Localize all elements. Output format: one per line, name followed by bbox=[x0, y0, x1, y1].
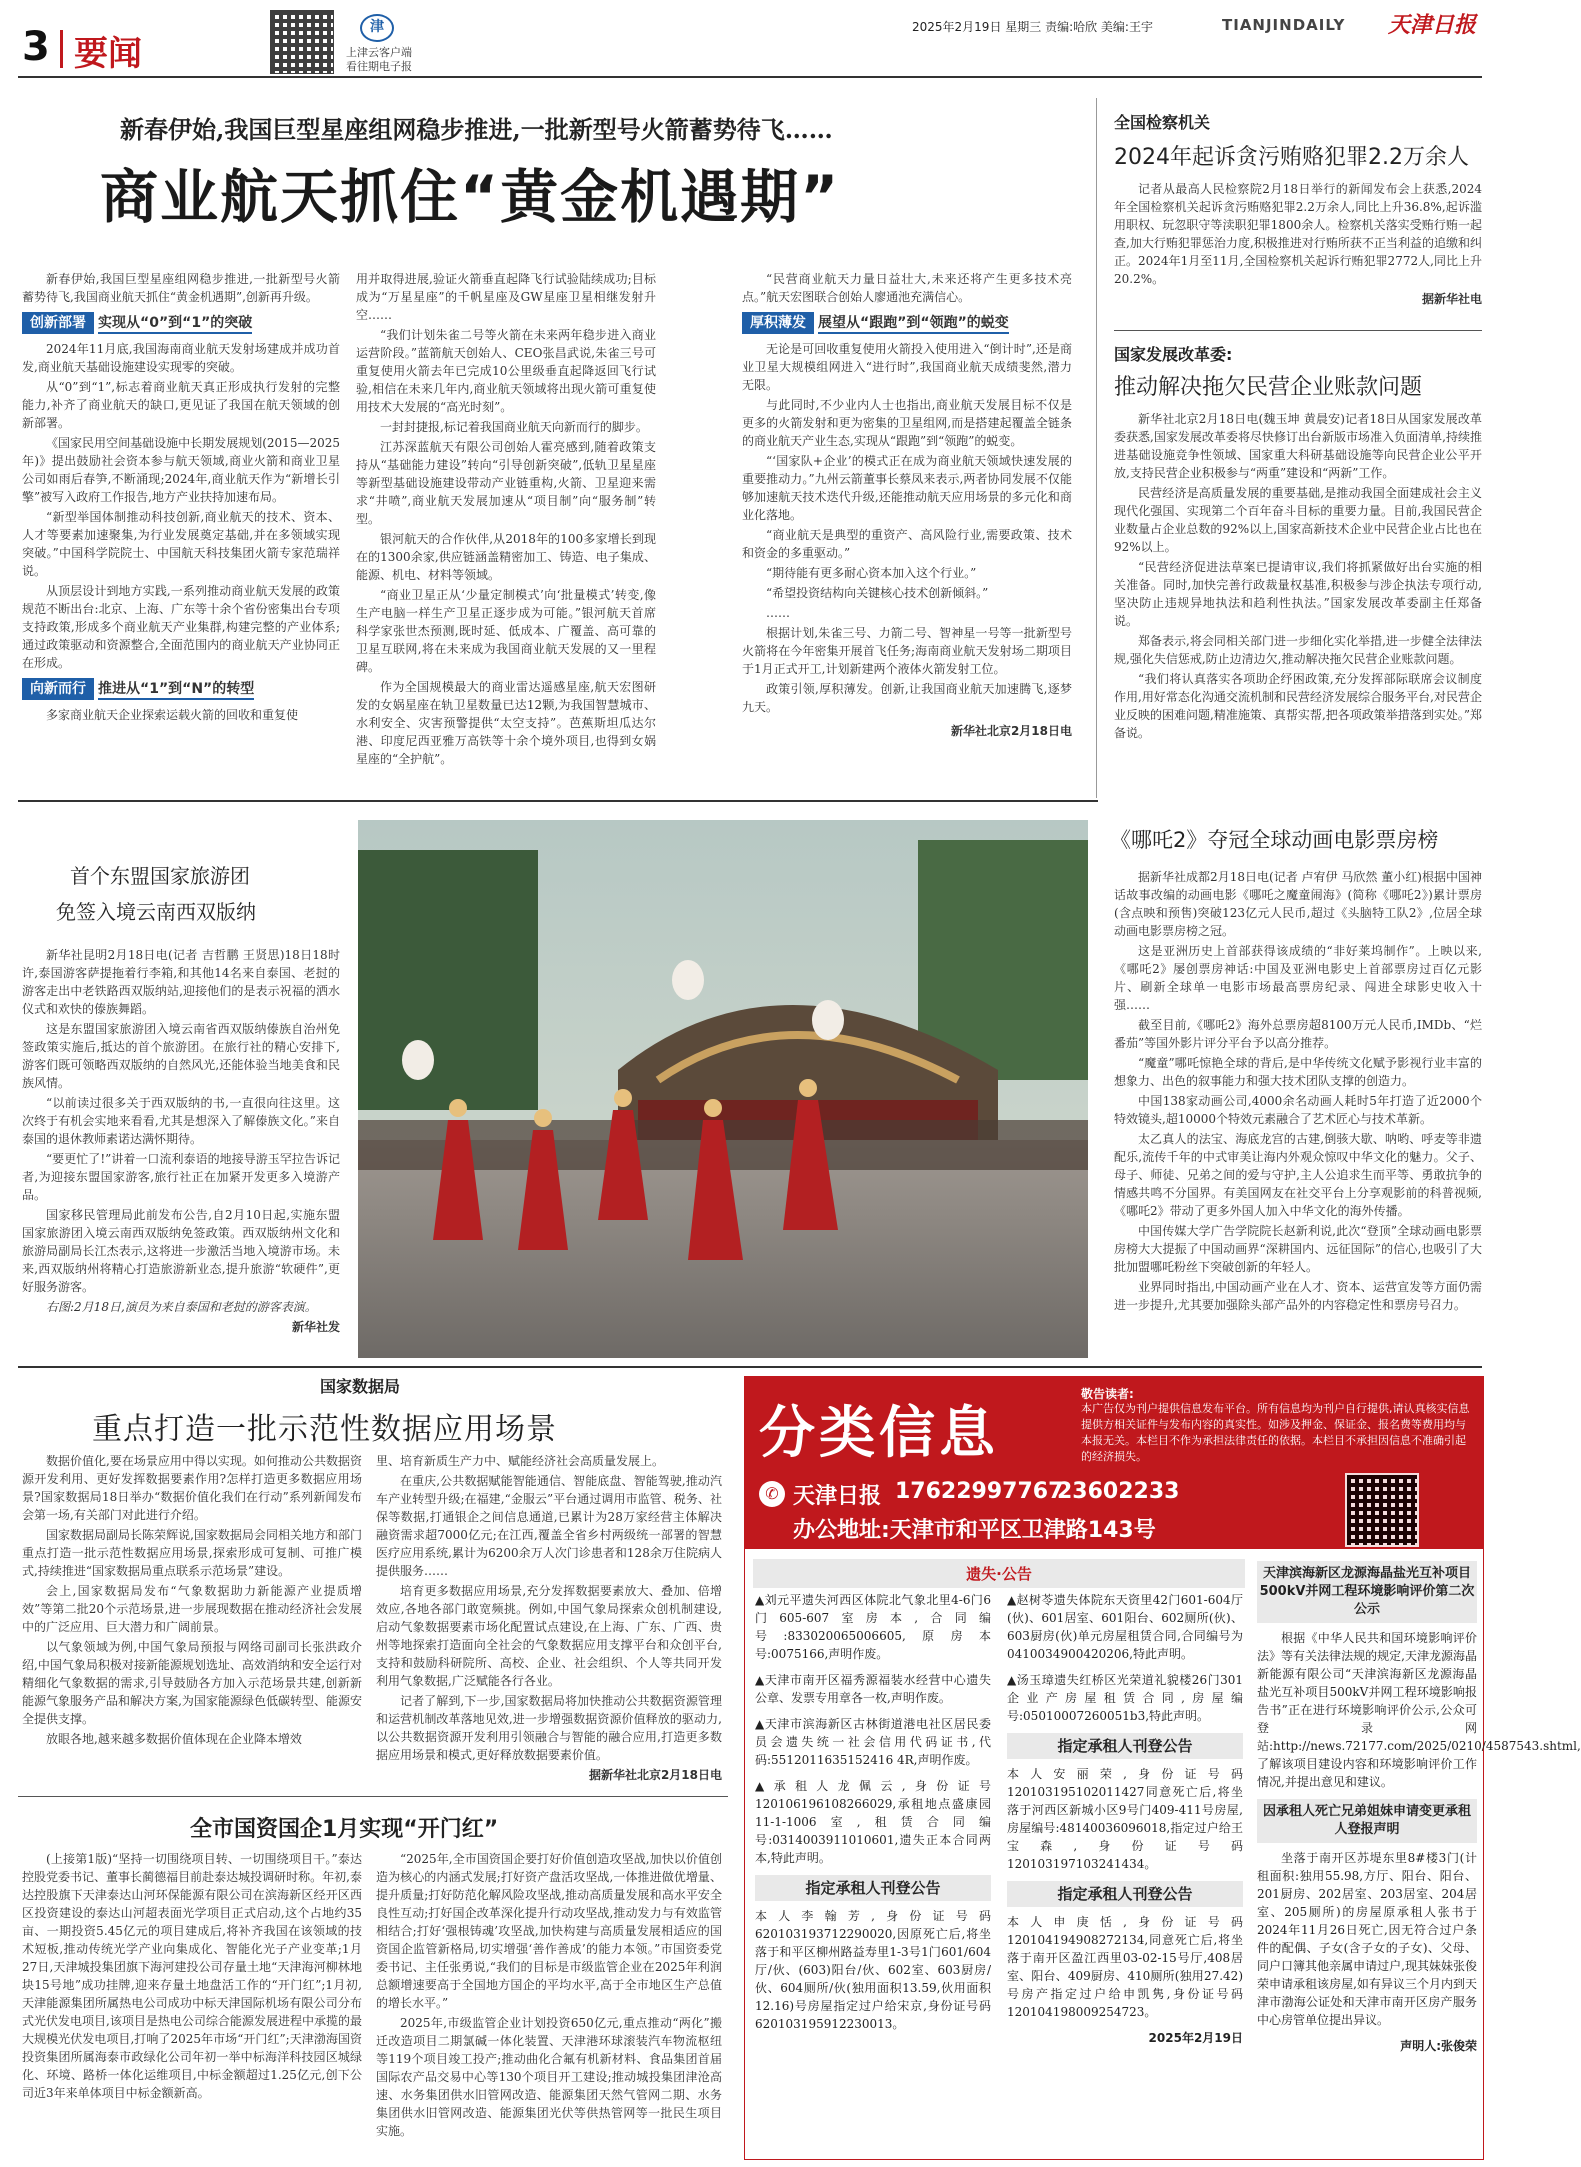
lost-item: ▲天津市滨海新区古林街道港电社区居民委员会遗失统一社会信用代码证书,代码:5512011635152416 4R,声明作废。 bbox=[755, 1717, 991, 1767]
lessee-notice: 本人安丽荣,身份证号码120103195102011427同意死亡后,将坐落于河西区新城小区9号门409-411号房屋,房屋编号:48140036096018,指定过户给王宝森,身份证号码120103197103241434。 bbox=[1007, 1767, 1243, 1871]
heir-notice-body: 坐落于南开区苏堤东里8#楼3门(计租面积:独用55.98,方厅、阳台、阳台、201厨房、202居室、203居室、204居室、205厕所)的房屋原承租人张书于2024年11月26日死亡,因无符合过户条件的配偶、子女(含子女的子女)、父母、同户口簿其他亲属申请过户,现其妹妹张俊荣申请承租该房屋,如有异议三个月内到天津市渤海公证处和天津市南开区房产服务中心房管单位提出异议。 bbox=[1257, 1851, 1477, 2027]
data-story-paragraph: 国家数据局副局长陈荣辉说,国家数据局会同相关地方和部门重点打造一批示范性数据应用场景,探索形成可复制、可推广模式,持续推进“国家数据局重点联系示范场景”建设。 bbox=[22, 1528, 362, 1578]
right3-body bbox=[1114, 868, 1482, 1316]
section-rule bbox=[18, 1796, 728, 1797]
subhead-1 bbox=[22, 312, 340, 334]
notice-body: 本广告仅为刊户提供信息发布平台。所有信息均为刊户自行提供,请认真核实信息提供方相关证件与发布内容的真实性。如涉及押金、保证金、报名费等费用均与本报无关。本栏目不作为承担法律责任的依据。本栏目不承担因信息不准确引起的经济损失。 bbox=[1081, 1402, 1470, 1463]
lead-paragraph: 无论是可回收重复使用火箭投入使用进入“倒计时”,还是商业卫星大规模组网进入“进行时”,我国商业航天成绩斐然,潜力无限。 bbox=[742, 342, 1072, 392]
data-story-paragraph: 放眼各地,越来越多数据价值体现在企业降本增效 bbox=[46, 1732, 302, 1746]
subhead-2 bbox=[22, 678, 340, 700]
right3-title: 《哪吒2》夺冠全球动画电影票房榜 bbox=[1110, 828, 1439, 852]
notice-heading: 敬告读者: bbox=[1081, 1387, 1134, 1401]
data-story-paragraph: 在重庆,公共数据赋能智能通信、智能底盘、智能驾驶,推动汽车产业转型升级;在福建,“金服云”平台通过调用市监管、税务、社保等数据,打通银企之间信息通道,已累计为28万家经营主体解决融资需求超7000亿元;在江西,覆盖全省乡村两级统一部署的智慧医疗应用系统,累计为6200余万人次门诊患者和128余万住院病人提供服务…… bbox=[376, 1474, 722, 1578]
lead-paragraph: 用并取得进展,验证火箭垂直起降飞行试验陆续成功;目标成为“万星星座”的千帆星座及GW星座卫星相继发射升空…… bbox=[356, 272, 656, 322]
lessee-notice: 本人李翰芳,身份证号码620103193712290020,因原死亡后,将坐落于和平区柳州路益寿里1-3号1门601/604厅/伙、(603)阳台/伙、602室、603厨房/伙、604厕所/伙(独用面积13.59,伙用面积12.16)号房屋指定过户给宋京,身份证号码620103195912230013。 bbox=[755, 1909, 991, 2031]
data-story-dateline: 据新华社北京2月18日电 bbox=[588, 1768, 722, 1782]
lost-item: ▲刘元平遗失河西区体院北气象北里4-6门6门605-607室房本,合同编号:833020065006605,原房本号:0075166,声明作废。 bbox=[755, 1593, 991, 1661]
lead-paragraph: 一封封捷报,标记着我国商业航天向新而行的脚步。 bbox=[380, 420, 648, 434]
env-notice-title: 天津滨海新区龙源海晶盐光互补项目500kV并网工程环境影响评价第二次公示 bbox=[1257, 1561, 1477, 1623]
logo-cn: 天津日报 bbox=[1388, 12, 1477, 38]
lost-item: ▲承租人龙佩云,身份证号120106196108266029,承租地点盛康园11-1-1006室,租赁合同编号:0314003911010601,遗失正本合同两本,特此声明。 bbox=[755, 1779, 991, 1865]
lead-paragraph: 从“0”到“1”,标志着商业航天真正形成执行发射的完整能力,补齐了商业航天的缺口,更见证了我国在航天领域的创新部署。 bbox=[22, 380, 340, 430]
subhead-title: 推进从“1”到“N”的转型 bbox=[98, 680, 254, 700]
right3-paragraph: 中国138家动画公司,4000余名动画人耗时5年打造了近2000个特效镜头,超10000个特效元素融合了艺术匠心与技术革新。 bbox=[1114, 1094, 1482, 1126]
photo-story-paragraph: 国家移民管理局此前发布公告,自2月10日起,实施东盟国家旅游团入境云南西双版纳免签政策。西双版纳州文化和旅游局副局长江杰表示,这将进一步激活当地入境游市场。未来,西双版纳州将精心打造旅游新业态,提升旅游“软硬件”,更好服务游客。 bbox=[22, 1208, 340, 1294]
photo-caption: 右图:2月18日,演员为来自泰国和老挝的游客表演。 bbox=[46, 1300, 317, 1314]
news-photo bbox=[358, 820, 1088, 1358]
right2-paragraph: “我们将认真落实各项助企纾困政策,充分发挥部际联席会议制度作用,用好常态化沟通交流机制和民营经济发展综合服务平台,对民营企业反映的困难问题,精准施策、真帮实帮,把各项政策举措落到实处。”郑备说。 bbox=[1114, 672, 1482, 740]
right1-paragraph: 记者从最高人民检察院2月18日举行的新闻发布会上获悉,2024年全国检察机关起诉贪污贿赂犯罪2.2万余人,同比上升36.8%,起诉滥用职权、玩忽职守等渎职犯罪1800余人。检察机关落实受贿行贿一起查,加大行贿犯罪惩治力度,积极推进对行贿所获不正当利益的追缴和纠正。2024年1月至11月,全国检察机关起诉行贿犯罪2772人,同比上升20.2%。 bbox=[1114, 182, 1482, 286]
right2-title: 推动解决拖欠民营企业账款问题 bbox=[1114, 375, 1423, 400]
lost-item: ▲天津市南开区福秀源福装水经营中心遗失公章、发票专用章各一枚,声明作废。 bbox=[755, 1673, 991, 1705]
subhead-title: 展望从“跟跑”到“领跑”的蜕变 bbox=[818, 314, 1009, 334]
photo-story-body bbox=[22, 946, 340, 1336]
lead-paragraph: 多家商业航天企业探索运载火箭的回收和重复使 bbox=[46, 708, 299, 722]
page-number: 3 bbox=[22, 24, 50, 70]
soe-story-paragraph: (上接第1版)“坚持一切围绕项目转、一切围绕项目干。”泰达控股党委书记、董事长蔺德福目前赴泰达城投调研时称。年初,泰达控股旗下天津泰达山河环保能源有限公司在滨海新区经开区西区投资建设的泰达山河超表面光学项目正式启动,这个占地约35亩、一期投资5.45亿元的项目建成后,将补齐我国在该领域的技术短板,推动传统光学产业向集成化、智能化光子产业变革;1月27日,天津城投集团旗下海河建投公司存量土地“天津海河柳林地块15号地”成功挂牌,迎来存量土地盘活工作的“开门红”;1月初,天津能源集团所属热电公司成功中标天津国际机场有限公司分布式光伏发电项目,该项目是热电公司综合能源发展进程中承揽的最大规模光伏发电项目,打响了2025年市场“开门红”;天津渤海国资投资集团所属海泰市政绿化公司年初一举中标海洋科技园区城绿化、环境、路桥一体化运维项目,中标金额超过1.25亿元,创下公司近3年来单体项目中标金额新高。 bbox=[22, 1852, 362, 2100]
lead-paragraph: “商业卫星正从‘少量定制模式’向‘批量模式’转变,像生产电脑一样生产卫星正逐步成为可能。”银河航天首席科学家张世杰预测,既时延、低成本、广覆盖、高可靠的卫星互联网,将在未来成为我国商业航天发展的又一里程碑。 bbox=[356, 588, 656, 674]
lead-paragraph: …… bbox=[766, 606, 790, 620]
lost-item: ▲汤玉璋遗失红桥区光荣道礼貌楼26门301企业产房屋租赁合同,房屋编号:05010007260051b3,特此声明。 bbox=[1007, 1673, 1243, 1723]
section-rule bbox=[18, 800, 1098, 802]
subhead-tag: 创新部署 bbox=[22, 312, 94, 334]
lead-paragraph: 与此同时,不少业内人士也指出,商业航天发展目标不仅是更多的火箭发射和更为密集的卫星组网,而是搭建起覆盖全链条的商业航天产业生态,实现从“跟跑”到“领跑”的蜕变。 bbox=[742, 398, 1072, 448]
photo-credit: 新华社发 bbox=[291, 1320, 340, 1334]
lead-column-2 bbox=[356, 270, 656, 770]
subhead-title: 实现从“0”到“1”的突破 bbox=[98, 314, 252, 334]
section-rule bbox=[18, 1366, 1482, 1368]
soe-story-column-1 bbox=[22, 1850, 362, 2104]
lessee-heading: 指定承租人刊登公告 bbox=[1007, 1881, 1243, 1907]
classifieds-qr-code[interactable] bbox=[1345, 1473, 1419, 1547]
data-story-paragraph: 以气象领域为例,中国气象局预报与网络司副司长张洪政介绍,中国气象局积极对接新能源规划选址、高效消纳和安全运行对精细化气象数据的需求,引导鼓励各方加入示范场景共建,创新新能源气象服务产品和解决方案,为国家能源绿色低碳转型、能源安全提供支撑。 bbox=[22, 1640, 362, 1726]
section-name: 要闻 bbox=[74, 34, 142, 74]
phone-number-2[interactable]: 23602233 bbox=[1057, 1479, 1180, 1504]
lessee-heading: 指定承租人刊登公告 bbox=[755, 1875, 991, 1901]
page-number-divider bbox=[60, 30, 63, 68]
dancers-photo-illustration bbox=[358, 820, 1088, 1358]
phone-number-1[interactable]: 17622997767 bbox=[895, 1479, 1064, 1504]
header-rule bbox=[18, 76, 1482, 78]
right2-paragraph: 民营经济是高质量发展的重要基础,是推动我国全面建成社会主义现代化强国、实现第二个百年奋斗目标的重要力量。目前,我国民营企业数量占企业总数的92%以上,国家高新技术企业中民营企业占比也在92%以上。 bbox=[1114, 486, 1482, 554]
lead-paragraph: “‘国家队+企业’的模式正在成为商业航天领域快速发展的重要推动力。”九州云箭董事长蔡凤来表示,两者协同发展不仅能够加速航天技术迭代升级,还能推动航天应用场景的多元化和商业化落地。 bbox=[742, 454, 1072, 522]
lessee-notice: 本人申庚恬,身份证号码120104194908272134,同意死亡后,将坐落于南开区盈江西里03-02-15号厅,408居室、阳台、409厨房、410厕所(独用27.42)号房产指定过户给申凯隽,身份证号码120104198009254723。 bbox=[1007, 1915, 1243, 2019]
right2-paragraph: 新华社北京2月18日电(魏玉坤 黄晨安)记者18日从国家发展改革委获悉,国家发展改革委将尽快修订出台新版市场准入负面清单,持续推进基础设施竞争性领域、国家重大科研基础设施等向民营企业公平开放,支持民营企业积极参与“两重”建设和“两新”工作。 bbox=[1114, 412, 1482, 480]
lead-column-1 bbox=[22, 270, 340, 726]
lost-column-1 bbox=[755, 1591, 991, 2041]
soe-story-column-2 bbox=[376, 1850, 722, 2142]
lead-kicker: 新春伊始,我国巨型星座组网稳步推进,一批新型号火箭蓄势待飞…… bbox=[120, 115, 833, 144]
right2-paragraph: 郑备表示,将会同相关部门进一步细化实化举措,进一步健全法律法规,强化失信惩戒,防止边清边欠,推动解决拖欠民营企业账款问题。 bbox=[1114, 634, 1482, 666]
notice-column-3 bbox=[1257, 1555, 1581, 2055]
classifieds-banner bbox=[745, 1377, 1483, 1549]
lost-item: ▲赵树苓遗失体院东天资里42门601-604厅(伙)、601居室、601阳台、602厕所(伙)、603厨房(伙)单元房屋租赁合同,合同编号为0410034900420206,特此声明。 bbox=[1007, 1593, 1243, 1661]
right3-paragraph: 太乙真人的法宝、海底龙宫的古建,倒骇大歇、呐哟、呼麦等非遗配乐,流传千年的中式审美让海内外观众惊叹中华文化的魅力。父子、母子、师徒、兄弟之间的爱与守护,主人公追求生而平等、勇敢抗争的情感共鸣不分国界。有美国网友在社交平台上分享观影前的科普视频,《哪吒2》带动了更多外国人加入中华文化的海外传播。 bbox=[1114, 1132, 1482, 1218]
data-story-column-2 bbox=[376, 1452, 722, 1784]
lead-paragraph: “我们计划朱雀二号等火箭在未来两年稳步进入商业运营阶段。”蓝箭航天创始人、CEO张昌武说,朱雀三号可重复使用火箭去年已完成10公里级垂直起降返回飞行试验,相信在未来几年内,商业航天领域将出现火箭可重复使用技术大发展的“高光时刻”。 bbox=[356, 328, 656, 414]
lead-paragraph: “希望投资结构向关键核心技术创新倾斜。” bbox=[766, 586, 989, 600]
lead-paragraph: 作为全国规模最大的商业雷达遥感星座,航天宏图研发的女娲星座在轨卫星数量已达12颗,为我国智慧城市、水利安全、灾害预警提供“太空支持”。芭蕉斯坦瓜达尔港、印度尼西亚雅万高铁等十余个境外项目,也得到女娲星座的“全护航”。 bbox=[356, 680, 656, 766]
phone-icon: ✆ bbox=[759, 1481, 785, 1507]
lead-paragraph: “新型举国体制推动科技创新,商业航天的技术、资本、人才等要素加速聚集,为行业发展奠定基础,并在多领域实现突破。”中国科学院院士、中国航天科技集团火箭专家范瑞祥说。 bbox=[22, 510, 340, 578]
data-story-paragraph: 记者了解到,下一步,国家数据局将加快推动公共数据资源管理和运营机制改革落地见效,进一步增强数据资源价值释放的驱动力,以公共数据资源开发利用引领融合与智能的融合应用,打造更多数据应用场景和模式,更好释放数据要素价值。 bbox=[376, 1694, 722, 1762]
lessee-heading: 指定承租人刊登公告 bbox=[1007, 1733, 1243, 1759]
right3-paragraph: 业界同时指出,中国动画产业在人才、资本、运营宣发等方面仍需进一步提升,尤其要加强除头部产品外的内容稳定性和票房号召力。 bbox=[1114, 1280, 1482, 1312]
right1-dateline: 据新华社电 bbox=[1421, 292, 1482, 306]
data-story-paragraph: 会上,国家数据局发布“气象数据助力新能源产业提质增效”等第二批20个示范场景,进一步展现数据在推动经济社会发展中的广泛应用、巨大潜力和广阔前景。 bbox=[22, 1584, 362, 1634]
right2-paragraph: “民营经济促进法草案已提请审议,我们将抓紧做好出台实施的相关准备。同时,加快完善行政裁量权基准,积极参与涉企执法专项行动,坚决防止违规异地执法和趋利性执法。”国家发展改革委副主任郑备说。 bbox=[1114, 560, 1482, 628]
lost-column-2 bbox=[1007, 1591, 1243, 2047]
data-story-paragraph: 数据价值化,要在场景应用中得以实现。如何推动公共数据资源开发利用、更好发挥数据要素作用?怎样打造更多数据应用场景?国家数据局18日举办“数据价值化我们在行动”系列新闻发布会第一场,有关部门对此进行介绍。 bbox=[22, 1454, 362, 1522]
soe-story-paragraph: “2025年,全市国资国企要打好价值创造攻坚战,加快以价值创造为核心的内涵式发展;打好资产盘活攻坚战,一体推进做优增量、提升质量;打好防范化解风险攻坚战,推动高质量发展和高水平安全良性互动;打好国企改革深化提升行动攻坚战,推动发力与有效监管相结合;打好‘强根铸魂’攻坚战,加快构建与高质量发展相适应的国资国企监管新格局,切实增强‘善作善成’的能力本领。”市国资委党委书记、主任张勇说,“我们的目标是市级监管企业在2025年利润总额增速要高于全国地方国企的平均水平,高于全市地区生产总值的增长水平。” bbox=[376, 1852, 722, 2010]
classifieds-title: 分类信息 bbox=[759, 1401, 999, 1466]
soe-story-paragraph: 2025年,市级监管企业计划投资650亿元,重点推动“两化”搬迁改造项目二期氯碱一体化装置、天津港环球滚装汽车物流枢纽等119个项目竣工投产;推动曲化合氟有机新材料、食品集团首届国际农产品交易中心等130个项目开工建设;推动城投集团津沧高速、水务集团供水旧管网改造、能源集团天然气管网二期、水务集团供水旧管网改造、能源集团光伏等供热管网等一批民生项目实施。 bbox=[376, 2016, 722, 2138]
qr-caption-2: 看往期电子报 bbox=[346, 60, 412, 73]
data-story-paragraph: 培育更多数据应用场景,充分发挥数据要素放大、叠加、倍增效应,各地各部门敢宽频挑。例如,中国气象局探索众创机制建设,启动气象数据要素市场化配置试点建设,在上海、广东、广西、贵州等地探索打造面向全社会的气象数据应用支撑平台和众创平台,支持和鼓励科研院所、高校、企业、社会组织、个人等共同开发利用气象数据,广泛赋能各行各业。 bbox=[376, 1584, 722, 1688]
lead-paragraph: 从顶层设计到地方实践,一系列推动商业航天发展的政策规范不断出台:北京、上海、广东等十余个省份密集出台专项支持政策,形成多个商业航天产业集群,构建完整的产业体系;通过政策驱动和资源整合,全面范围内的商业航天产业协同正在形成。 bbox=[22, 584, 340, 670]
heir-notice-title: 因承租人死亡兄弟姐妹申请变更承租人登报声明 bbox=[1257, 1799, 1477, 1843]
lost-notice-heading: 遗失·公告 bbox=[753, 1559, 1245, 1588]
qr-caption-1: 上津云客户端 bbox=[346, 46, 412, 59]
section-rule bbox=[1114, 330, 1482, 331]
right2-body bbox=[1114, 410, 1482, 744]
date-info: 2025年2月19日 星期三 责编:哈欣 美编:王宇 bbox=[912, 20, 1153, 34]
lead-column-3 bbox=[742, 270, 1072, 740]
lead-paragraph: “民营商业航天力量日益壮大,未来还将产生更多技术亮点。”航天宏图联合创始人廖通池充满信心。 bbox=[742, 272, 1072, 304]
page-header bbox=[0, 0, 1500, 78]
lead-paragraph: 根据计划,朱雀三号、力箭二号、智神星一号等一批新型号火箭将在今年密集开展首飞任务;海南商业航天发射场二期项目于1月正式开工,计划新建两个液体火箭发射工位。 bbox=[742, 626, 1072, 676]
office-address: 办公地址:天津市和平区卫津路143号 bbox=[793, 1518, 1156, 1543]
right3-paragraph: 中国传媒大学广告学院院长赵新利说,此次“登顶”全球动画电影票房榜大大提振了中国动画界“深耕国内、远征国际”的信心,也吸引了大批加盟哪吒粉丝下突破创新的年轻人。 bbox=[1114, 1224, 1482, 1274]
phone-label: 天津日报 bbox=[793, 1484, 882, 1509]
lead-paragraph: 《国家民用空间基础设施中长期发展规划(2015—2025年)》提出鼓励社会资本参与航天领域,商业火箭和商业卫星公司如雨后春笋,不断涌现;2024年,商业航天作为“新增长引擎”被写入政府工作报告,地方产业扶持加速布局。 bbox=[22, 436, 340, 504]
column-divider bbox=[1096, 98, 1097, 798]
right3-paragraph: “魔童”哪吒惊艳全球的背后,是中华传统文化赋予影视行业丰富的想象力、出色的叙事能力和强大技术团队支撑的创造力。 bbox=[1114, 1056, 1482, 1088]
subhead-3 bbox=[742, 312, 1072, 334]
data-story-column-1 bbox=[22, 1452, 362, 1750]
photo-story-title-1: 首个东盟国家旅游团 bbox=[70, 864, 250, 888]
lead-paragraph: 银河航天的合作伙伴,从2018年的100多家增长到现在的1300余家,供应链涵盖精密加工、铸造、电子集成、能源、机电、材料等领域。 bbox=[356, 532, 656, 582]
lead-paragraph: 新春伊始,我国巨型星座组网稳步推进,一批新型号火箭蓄势待飞,我国商业航天抓住“黄金机遇期”,创新再升级。 bbox=[22, 272, 340, 304]
photo-story-paragraph: “以前读过很多关于西双版纳的书,一直很向往这里。这次终于有机会实地来看看,尤其是想深入了解傣族文化。”来自泰国的退休教师素诺达满怀期待。 bbox=[22, 1096, 340, 1146]
logo-en: TIANJINDAILY bbox=[1222, 16, 1346, 34]
right3-paragraph: 据新华社成都2月18日电(记者 卢宥伊 马欣然 董小红)根据中国神话故事改编的动画电影《哪吒之魔童闹海》(简称《哪吒2》)累计票房(含点映和预售)突破123亿元人民币,超过《头脑特工队2》,位居全球动画电影票房榜之冠。 bbox=[1114, 870, 1482, 938]
qr-code[interactable] bbox=[270, 10, 334, 74]
lead-paragraph: 政策引领,厚积薄发。创新,让我国商业航天加速腾飞,逐梦九天。 bbox=[742, 682, 1072, 714]
right1-title: 2024年起诉贪污贿赂犯罪2.2万余人 bbox=[1114, 145, 1469, 170]
right1-kicker: 全国检察机关 bbox=[1114, 113, 1211, 132]
subhead-tag: 厚积薄发 bbox=[742, 312, 814, 334]
heir-notice-signature: 声明人:张俊荣 bbox=[1400, 2039, 1477, 2053]
soe-story-title: 全市国资国企1月实现“开门红” bbox=[190, 1817, 499, 1842]
lead-headline: 商业航天抓住“黄金机遇期” bbox=[100, 163, 841, 231]
ad-date: 2025年2月19日 bbox=[1148, 2031, 1243, 2045]
right2-kicker: 国家发展改革委: bbox=[1114, 345, 1233, 364]
classifieds-box bbox=[744, 1376, 1581, 2160]
data-story-title: 重点打造一批示范性数据应用场景 bbox=[92, 1412, 557, 1447]
lead-paragraph: “期待能有更多耐心资本加入这个行业。” bbox=[766, 566, 977, 580]
photo-story-paragraph: “要更忙了!”讲着一口流利泰语的地接导游玉罕拉告诉记者,为迎接东盟国家游客,旅行社正在加紧开发更多入境游产品。 bbox=[22, 1152, 340, 1202]
lead-paragraph: “商业航天是典型的重资产、高风险行业,需要政策、技术和资金的多重驱动。” bbox=[742, 528, 1072, 560]
right1-body bbox=[1114, 180, 1482, 308]
data-story-kicker: 国家数据局 bbox=[320, 1377, 401, 1396]
right3-paragraph: 截至目前,《哪吒2》海外总票房超8100万元人民币,IMDb、“烂番茄”等国外影片评分平台予以高分推荐。 bbox=[1114, 1018, 1482, 1050]
lead-dateline: 新华社北京2月18日电 bbox=[950, 724, 1072, 738]
lead-paragraph: 江苏深蓝航天有限公司创始人霍亮感到,随着政策支持从“基础能力建设”转向“引导创新突破”,低轨卫星星座等新型基础设施建设带动产业链重构,火箭、卫星迎来需求“井喷”,商业航天发展加速从“项目制”向“服务制”转型。 bbox=[356, 440, 656, 526]
subhead-tag: 向新而行 bbox=[22, 678, 94, 700]
photo-story-title-2: 免签入境云南西双版纳 bbox=[56, 900, 256, 924]
photo-story-paragraph: 这是东盟国家旅游团入境云南省西双版纳傣族自治州免签政策实施后,抵达的首个旅游团。在旅行社的精心安排下,游客们既可领略西双版纳的自然风光,还能体验当地美食和民族风情。 bbox=[22, 1022, 340, 1090]
data-story-paragraph: 里、培育新质生产力中、赋能经济社会高质量发展上。 bbox=[376, 1454, 665, 1468]
photo-story-paragraph: 新华社昆明2月18日电(记者 吉哲鹏 王贤思)18日18时许,泰国游客萨提拖着行李箱,和其他14名来自泰国、老挝的游客走出中老铁路西双版纳站,迎接他们的是表示祝福的洒水仪式和欢快的傣族舞蹈。 bbox=[22, 948, 340, 1016]
right3-paragraph: 这是亚洲历史上首部获得该成绩的“非好莱坞制作”。上映以来,《哪吒2》屡创票房神话:中国及亚洲电影史上首部票房过百亿元影片、刷新全球单一电影市场最高票房纪录、闯进全球影史收入十强…… bbox=[1114, 944, 1482, 1012]
app-logo-icon: 津 bbox=[360, 14, 394, 42]
env-notice-body: 根据《中华人民共和国环境影响评价法》等有关法律法规的规定,天津龙源海晶新能源有限公司“天津滨海新区龙源海晶盐光互补项目500kV并网工程环境影响报告书”正在进行环境影响评价公示,公众可登录网站:http://news.72177.com/2025/0210/4587543.shtml,了解该项目建设内容和环境影响评价工作情况,并提出意见和建议。 bbox=[1257, 1631, 1581, 1789]
lead-paragraph: 2024年11月底,我国海南商业航天发射场建成并成功首发,商业航天基础设施建设实现零的突破。 bbox=[22, 342, 340, 374]
